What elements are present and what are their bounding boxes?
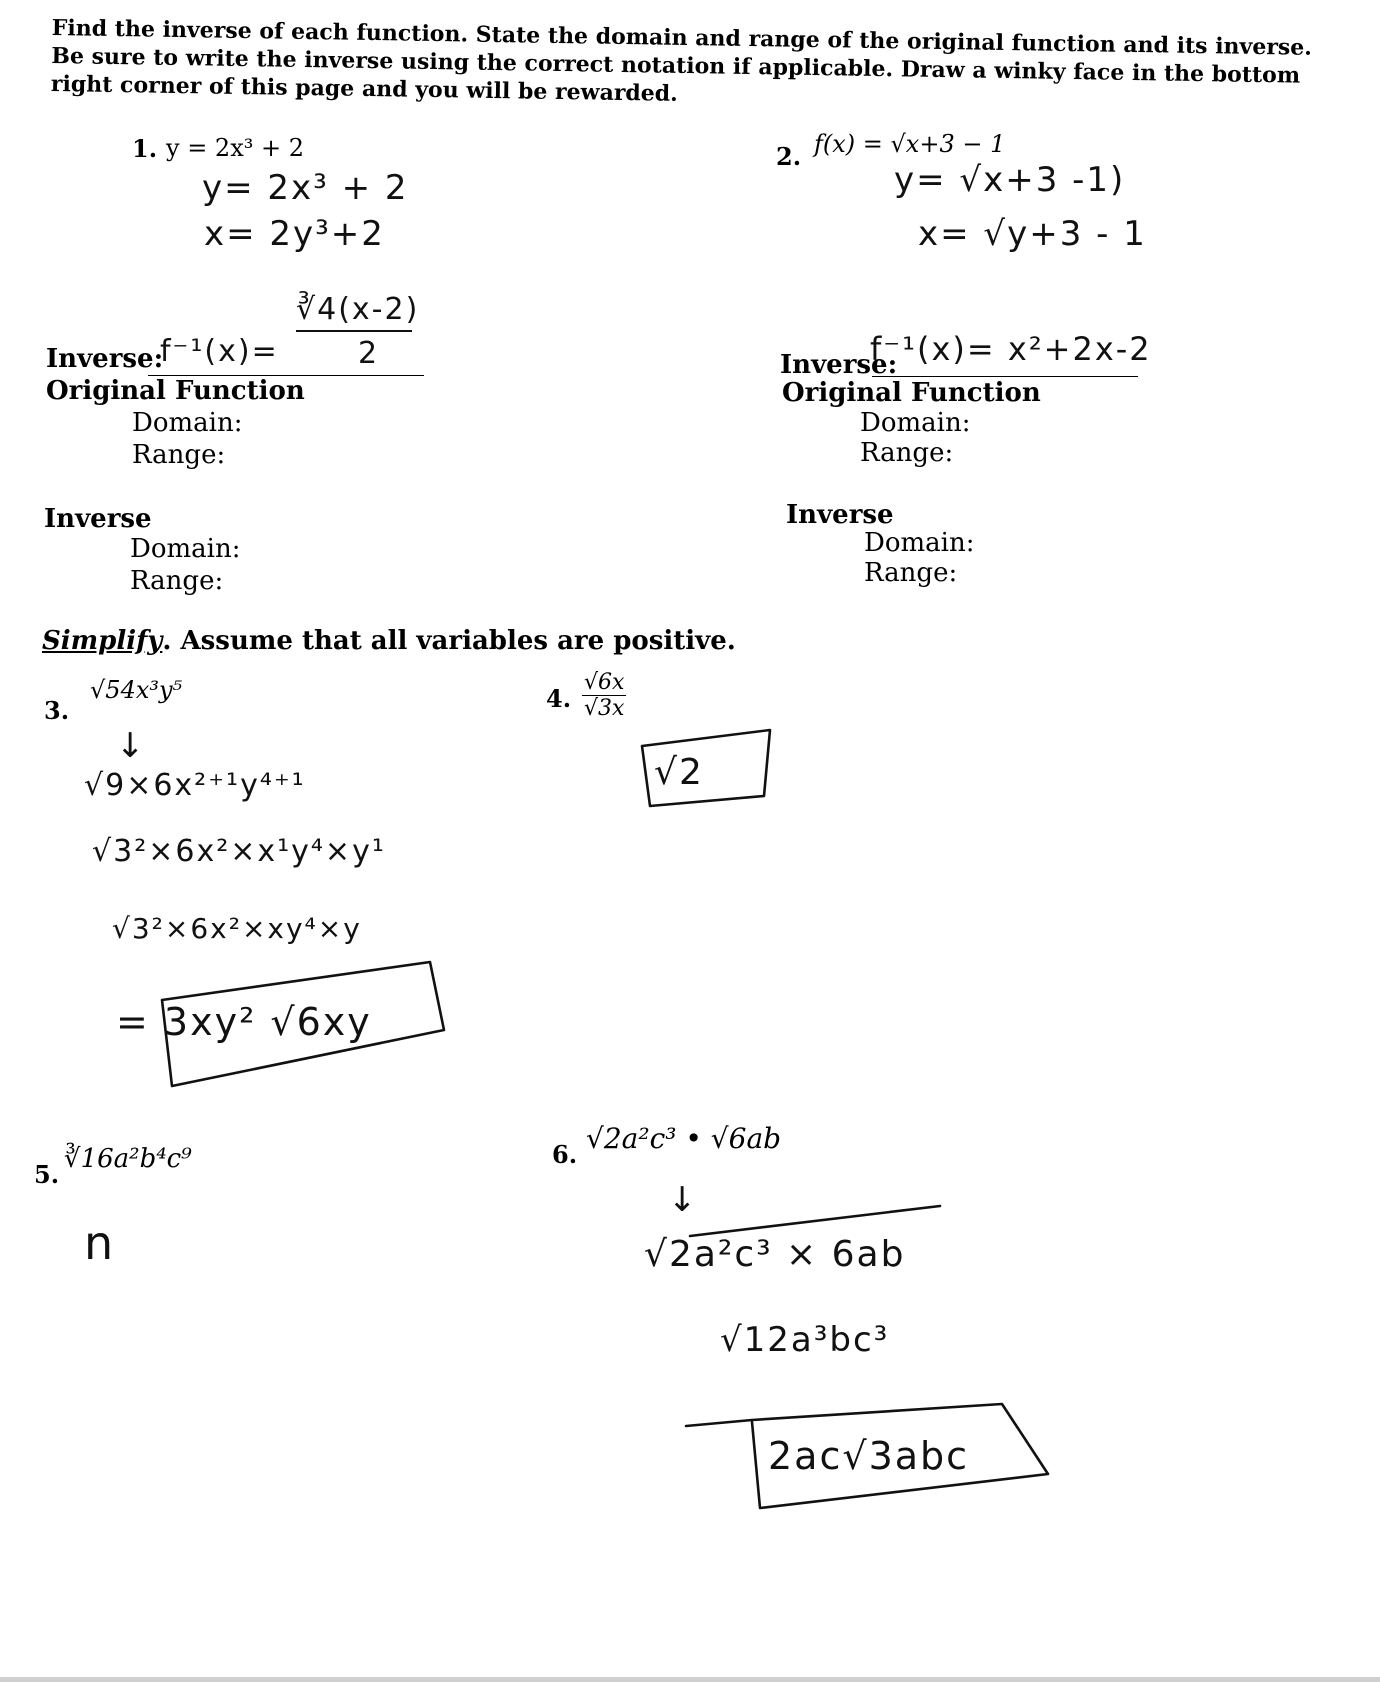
down-arrow-icon: ↓ bbox=[668, 1180, 699, 1220]
problem-1-work-line-2: x= 2y³+2 bbox=[204, 214, 385, 254]
problem-6-number: 6. bbox=[552, 1140, 578, 1169]
problem-4-number: 4. bbox=[546, 684, 572, 713]
problem-6-work-line-2: √12a³bc³ bbox=[720, 1320, 890, 1360]
problem-6-answer: 2ac√3abc bbox=[768, 1434, 970, 1478]
instructions: Find the inverse of each function. State the domain and range of the original function and its inverse. Be sure to write the inverse using the correct notation if applicable. Draw a winky face in the bottom right corner of this page and you will be rewarded. bbox=[50, 14, 1313, 107]
problem-4-numerator: √6x bbox=[584, 670, 625, 695]
problem-1-inverse-numerator: ∛4(x-2) bbox=[296, 292, 420, 327]
simplify-heading-rest: . Assume that all variables are positive. bbox=[162, 626, 736, 656]
problem-2-equation: f(x) = √x+3 − 1 bbox=[814, 130, 1006, 158]
problem-1-original-domain: Domain: bbox=[132, 408, 243, 438]
problem-6-work-line-1: √2a²c³ × 6ab bbox=[644, 1234, 906, 1275]
problem-2-inverse-section-label: Inverse bbox=[786, 500, 894, 530]
problem-2-work-line-1: y= √x+3 -1) bbox=[894, 160, 1126, 200]
problem-1-original-function-label: Original Function bbox=[46, 376, 305, 406]
problem-5-work: n bbox=[84, 1216, 116, 1270]
problem-1-inverse-section-label: Inverse bbox=[44, 504, 152, 534]
problem-1-inverse-label: Inverse: bbox=[46, 344, 164, 374]
problem-2-original-function-label: Original Function bbox=[782, 378, 1041, 408]
problem-2-inverse-answer: f⁻¹(x)= x²+2x-2 bbox=[870, 330, 1152, 368]
problem-1-number: 1. bbox=[132, 134, 158, 163]
problem-4-answer: √2 bbox=[654, 752, 704, 793]
simplify-heading-underlined: Simplify bbox=[42, 626, 163, 656]
problem-1-inverse-denominator: 2 bbox=[358, 336, 380, 371]
problem-5-number: 5. bbox=[34, 1160, 60, 1189]
problem-2-inverse-range: Range: bbox=[864, 558, 958, 588]
problem-3-work-line-1: √9×6x²⁺¹y⁴⁺¹ bbox=[84, 768, 306, 803]
problem-1-inverse-range: Range: bbox=[130, 566, 224, 596]
problem-1-equation: y = 2x³ + 2 bbox=[166, 134, 304, 162]
problem-2-number: 2. bbox=[776, 142, 802, 171]
problem-6-expression: √2a²c³ • √6ab bbox=[586, 1122, 782, 1155]
problem-2-work-line-2: x= √y+3 - 1 bbox=[918, 214, 1147, 254]
problem-3-expression: √54x³y⁵ bbox=[90, 676, 183, 704]
problem-3-answer: = 3xy² √6xy bbox=[116, 1000, 372, 1044]
problem-3-work-line-2: √3²×6x²×x¹y⁴×y¹ bbox=[92, 834, 386, 869]
problem-1-inverse-domain: Domain: bbox=[130, 534, 241, 564]
problem-5-expression: ∛16a²b⁴c⁹ bbox=[64, 1144, 192, 1174]
problem-3-work-line-3: √3²×6x²×xy⁴×y bbox=[112, 912, 362, 945]
problem-1-original-range: Range: bbox=[132, 440, 226, 470]
problem-2-inverse-label: Inverse: bbox=[780, 350, 898, 380]
problem-1-work-line-1: y= 2x³ + 2 bbox=[202, 168, 409, 208]
problem-2-original-domain: Domain: bbox=[860, 408, 971, 438]
page-bottom-edge bbox=[0, 1677, 1380, 1682]
problem-3-number: 3. bbox=[44, 696, 70, 725]
problem-2-original-range: Range: bbox=[860, 438, 954, 468]
problem-1-inverse-answer: f⁻¹(x)= bbox=[160, 334, 279, 369]
problem-4-denominator: √3x bbox=[584, 696, 625, 721]
problem-2-inverse-domain: Domain: bbox=[864, 528, 975, 558]
down-arrow-icon: ↓ bbox=[116, 726, 147, 766]
